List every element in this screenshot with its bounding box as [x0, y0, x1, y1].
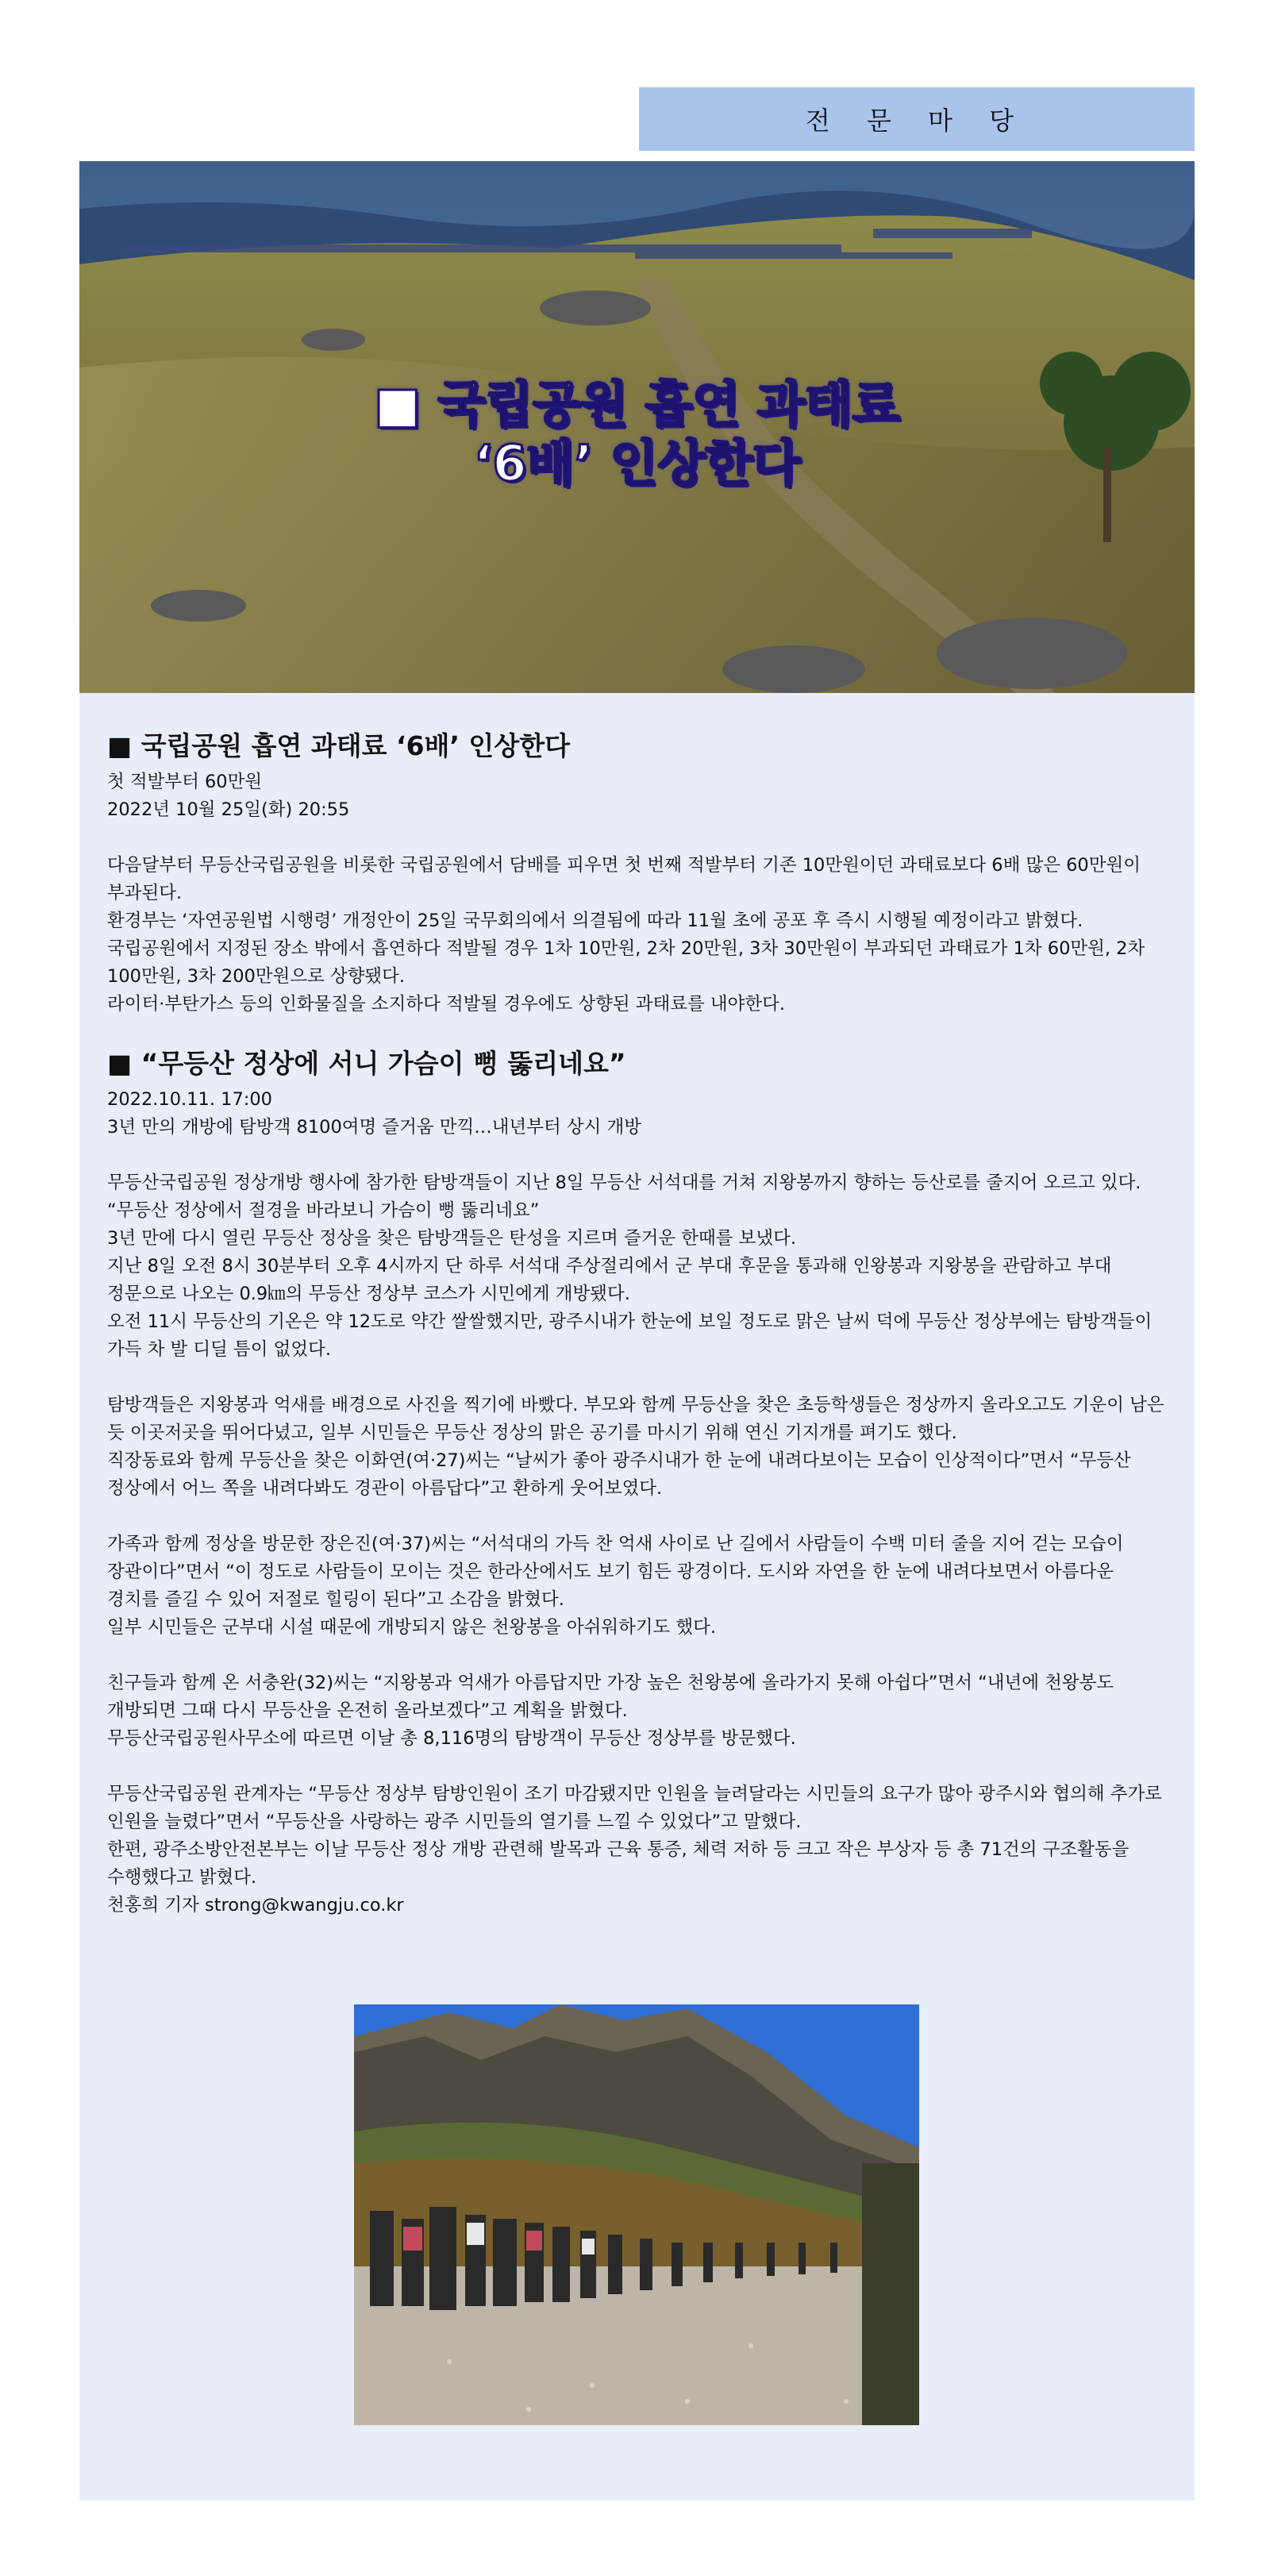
article1-paragraph: 라이터·부탄가스 등의 인화물질을 소지하다 적발될 경우에도 상향된 과태료를 내야한다. — [107, 994, 785, 1015]
article-mudeungsan-summit — [107, 1046, 1175, 1919]
article2-paragraph: 가족과 함께 정상을 방문한 장은진(여·37)씨는 “서석대의 가득 찬 억새 사이로 난 길에서 사람들이 수백 미터 줄을 지어 걷는 모습이 장관이다”면서 “이 정도로 사람들이 모이는 것은 한라산에서도 보기 힘든 광경이다. 도시와 자연을 한 눈에 내려다보면서 아름다운 경치를 즐길 수 있어 저절로 힐링이 된다”고 소감을 밝혔다. — [107, 1534, 1124, 1610]
article2-byline: 천홍희 기자 strong@kwangju.co.kr — [107, 1895, 404, 1916]
article2-paragraph: 무등산국립공원사무소에 따르면 이날 총 8,116명의 탐방객이 무등산 정상부를 방문했다. — [107, 1728, 796, 1749]
article1-paragraph: 환경부는 ‘자연공원법 시행령’ 개정안이 25일 국무회의에서 의결됨에 따라 11월 초에 공포 후 즉시 시행될 예정이라고 밝혔다. — [107, 911, 1083, 931]
article1-headline: ■ 국립공원 흡연 과태료 ‘6배’ 인상한다 — [107, 730, 570, 761]
section-tag: 전 문 마 당 — [639, 87, 1195, 151]
article2-headline: ■ “무등산 정상에 서니 가슴이 뻥 뚫리네요” — [107, 1048, 626, 1079]
article1-subhead: 첫 적발부터 60만원 — [107, 772, 263, 792]
article2-paragraph: 무등산국립공원 관계자는 “무등산 정상부 탐방인원이 조기 마감됐지만 인원을 늘려달라는 시민들의 요구가 많아 광주시와 협의해 추가로 인원을 늘렸다”면서 “무등산을 사랑하는 광주 시민들의 열기를 느낄 수 있었다”고 말했다. — [107, 1784, 1162, 1832]
article2-paragraph: 일부 시민들은 군부대 시설 때문에 개방되지 않은 천왕봉을 아쉬워하기도 했다. — [107, 1617, 717, 1638]
summit-crowd-photo — [354, 2004, 919, 2425]
article2-date: 2022.10.11. 17:00 — [107, 1089, 272, 1110]
article-smoking-fine — [107, 729, 1175, 1018]
article2-paragraph: 탐방객들은 지왕봉과 억새를 배경으로 사진을 찍기에 바빴다. 부모와 함께 무등산을 찾은 초등학생들은 정상까지 올라오고도 기운이 남은 듯 이곳저곳을 뛰어다녔고, 일부 시민들은 무등산 정상의 맑은 공기를 마시기 위해 연신 기지개를 펴기도 했다. — [107, 1395, 1164, 1443]
article2-paragraph: 오전 11시 무등산의 기온은 약 12도로 약간 쌀쌀했지만, 광주시내가 한눈에 보일 정도로 맑은 날씨 덕에 무등산 정상부에는 탐방객들이 가득 차 발 디딜 틈이 없었다. — [107, 1311, 1153, 1360]
article1-date: 2022년 10월 25일(화) 20:55 — [107, 799, 350, 820]
hero-title — [79, 375, 1195, 493]
article2-subhead: 3년 만의 개방에 탐방객 8100여명 즐거움 만끽…내년부터 상시 개방 — [107, 1117, 641, 1138]
article2-paragraph: 직장동료와 함께 무등산을 찾은 이화연(여·27)씨는 “날씨가 좋아 광주시내가 한 눈에 내려다보이는 모습이 인상적이다”면서 “무등산 정상에서 어느 쪽을 내려다봐도 경관이 아름답다”고 환하게 웃어보였다. — [107, 1450, 1131, 1499]
summit-crowd-illustration — [354, 2004, 919, 2425]
hero-title-line-2: ‘6배’ 인상한다 — [473, 434, 801, 492]
hero-image — [79, 161, 1195, 693]
article2-paragraph: 지난 8일 오전 8시 30분부터 오후 4시까지 단 하루 서석대 주상절리에서 군 부대 후문을 통과해 인왕봉과 지왕봉을 관람하고 부대 정문으로 나오는 0.9㎞의 무등산 정상부 코스가 시민에게 개방됐다. — [107, 1256, 1112, 1304]
article2-paragraph: “무등산 정상에서 절경을 바라보니 가슴이 뻥 뚫리네요” — [107, 1200, 540, 1221]
article1-paragraph: 국립공원에서 지정된 장소 밖에서 흡연하다 적발될 경우 1차 10만원, 2차 20만원, 3차 30만원이 부과되던 과태료가 1차 60만원, 2차 100만원, 3차 200만원으로 상향됐다. — [107, 938, 1145, 987]
article2-paragraph: 3년 만에 다시 열린 무등산 정상을 찾은 탐방객들은 탄성을 지르며 즐거운 한때를 보냈다. — [107, 1228, 797, 1249]
article2-paragraph: 무등산국립공원 정상개방 행사에 참가한 탐방객들이 지난 8일 무등산 서석대를 거쳐 지왕봉까지 향하는 등산로를 줄지어 오르고 있다. — [107, 1172, 1141, 1193]
article2-paragraph: 한편, 광주소방안전본부는 이날 무등산 정상 개방 관련해 발목과 근육 통증, 체력 저하 등 크고 작은 부상자 등 총 71건의 구조활동을 수행했다고 밝혔다. — [107, 1839, 1130, 1888]
article2-paragraph: 친구들과 함께 온 서충완(32)씨는 “지왕봉과 억새가 아름답지만 가장 높은 천왕봉에 올라가지 못해 아쉽다”면서 “내년에 천왕봉도 개방되면 그때 다시 무등산을 온전히 올라보겠다”고 계획을 밝혔다. — [107, 1673, 1114, 1721]
hero-title-line-1: ■ 국립공원 흡연 과태료 — [374, 375, 900, 433]
article1-paragraph: 다음달부터 무등산국립공원을 비롯한 국립공원에서 담배를 피우면 첫 번째 적발부터 기존 10만원이던 과태료보다 6배 많은 60만원이 부과된다. — [107, 855, 1141, 903]
